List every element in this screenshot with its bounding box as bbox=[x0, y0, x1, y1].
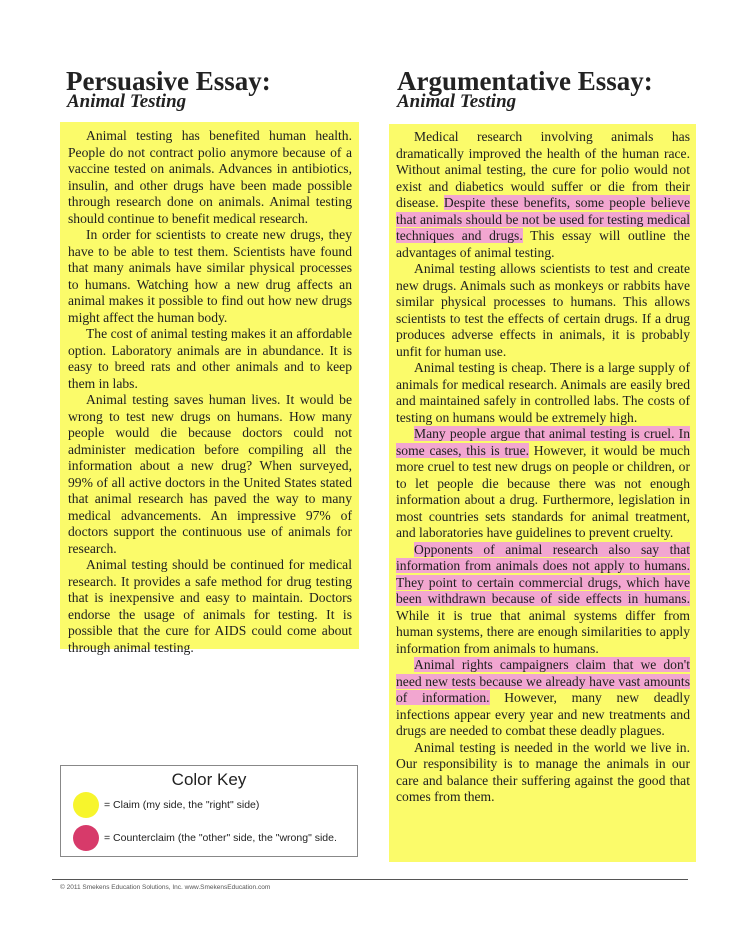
essay-paragraph: Animal testing has benefited human health. People do not contract polio anymore because of a vaccine tested on animals. Advances in antibiotics, insulin, and other drugs have been made possible through research done on animals. Animal testing should continue to benefit medical research. bbox=[68, 128, 352, 226]
counterclaim-key-label: = Counterclaim (the "other" side, the "wrong" side. bbox=[104, 832, 337, 844]
color-key-title: Color Key bbox=[171, 770, 247, 789]
claim-text: This essay will outline the advantages of animal testing. bbox=[396, 228, 690, 260]
argumentative-essay-title: Argumentative Essay: bbox=[397, 66, 653, 96]
claim-text: Medical research involving animals has dramatically improved the health of the human race. Without animal testing, the cure for polio would not exist and diabetics would suffer or die from their disease. bbox=[396, 129, 690, 210]
counterclaim-highlight: Opponents of animal research also say that information from animals does not apply to humans. They point to certain commercial drugs, which have been withdrawn because of side effects in humans. bbox=[396, 541, 690, 606]
yellow-dot-icon bbox=[73, 792, 99, 818]
counterclaim-highlight: Animal rights campaigners claim that we don't need new tests because we already have vast amounts of information. bbox=[396, 657, 690, 705]
argumentative-essay-body bbox=[389, 124, 696, 862]
essay-paragraph: In order for scientists to create new drugs, they have to be able to test them. Scientists have found that many animals have similar physical processes to humans. Watching how a new drug affects an animal makes it possible to find out how new drugs might affect the human body. bbox=[68, 227, 352, 325]
persuasive-essay-body bbox=[60, 122, 359, 655]
claim-text: However, it would be much more cruel to test new drugs on people or children, or to let people die because there was not enough information about a drug. Furthermore, legislation in most countries sets standards for animal treatment, and laboratories have guidelines to prevent cruelty. bbox=[396, 442, 690, 540]
counterclaim-highlight: Despite these benefits, some people believe that animals should be not be used for testing medical techniques and drugs. bbox=[396, 195, 690, 243]
essay-paragraph: The cost of animal testing makes it an affordable option. Laboratory animals are in abundance. It is easy to breed rats and other animals and to keep them in labs. bbox=[68, 326, 352, 391]
red-dot-icon bbox=[73, 825, 99, 851]
essay-paragraph: Animal testing is needed in the world we live in. Our responsibility is to manage the animals in our care and balance their suffering against the good that comes from them. bbox=[396, 739, 690, 804]
essay-paragraph bbox=[396, 426, 690, 542]
counterclaim-highlight: Many people argue that animal testing is cruel. In some cases, this is true. bbox=[396, 426, 690, 458]
footer-divider bbox=[52, 879, 688, 880]
claim-text: However, many new deadly infections appear every year and new treatments and drugs are needed to combat these deadly plagues. bbox=[396, 690, 690, 738]
color-key bbox=[60, 765, 358, 857]
persuasive-essay-subtitle: Animal Testing bbox=[67, 91, 187, 112]
essay-paragraph: Animal testing saves human lives. It would be wrong to test new drugs on humans. How many people would die because doctors could not administer medication before compiling all the information about a new drug? When surveyed, 99% of all active doctors in the United States stated that animal research has paved the way to many medical advancements. An impressive 97% of doctors support the continuous use of animals for research. bbox=[68, 392, 352, 556]
essay-paragraph: Animal testing is cheap. There is a large supply of animals for medical research. Animals are easily bred and maintained safely in controlled labs. The costs of testing on humans would be extremely high. bbox=[396, 360, 690, 425]
claim-key-row bbox=[73, 792, 259, 818]
counterclaim-key-row bbox=[73, 825, 337, 851]
essay-paragraph bbox=[396, 129, 690, 261]
essay-paragraph: Animal testing allows scientists to test and create new drugs. Animals such as monkeys or rabbits have similar physical processes to humans. This allows scientists to test the effects of certain drugs. If a drug produces adverse effects in animals, it is probably unfit for human use. bbox=[396, 261, 690, 359]
essay-paragraph bbox=[396, 657, 690, 740]
essay-paragraph: Animal testing should be continued for medical research. It provides a safe method for drug testing that is inexpensive and easy to maintain. Doctors endorse the usage of animals for testing. It is possible that the cure for AIDS could come about through animal testing. bbox=[68, 557, 352, 655]
persuasive-essay-title: Persuasive Essay: bbox=[66, 66, 271, 96]
argumentative-essay-subtitle: Animal Testing bbox=[397, 91, 517, 112]
copyright-footer: © 2011 Smekens Education Solutions, Inc. www.SmekensEducation.com bbox=[60, 884, 271, 891]
essay-paragraph bbox=[396, 542, 690, 658]
claim-text: While it is true that animal systems differ from human systems, there are enough similarities to apply information from animals to humans. bbox=[396, 607, 690, 656]
claim-key-label: = Claim (my side, the "right" side) bbox=[104, 799, 260, 811]
